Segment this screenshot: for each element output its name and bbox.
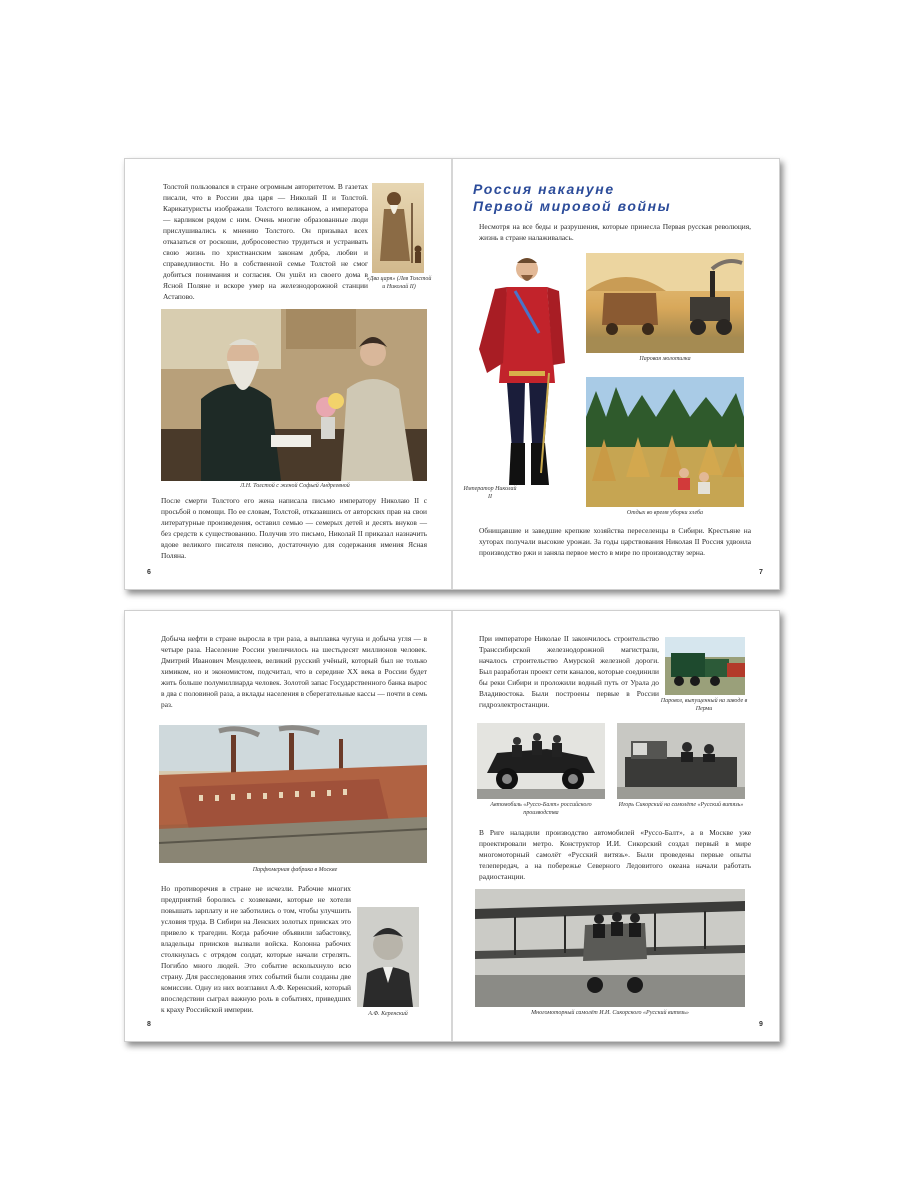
- harvest-caption: Отдых во время уборки хлеба: [626, 510, 704, 516]
- page-number: 6: [147, 569, 151, 576]
- transsib-paragraph: При императоре Николае II закончилось строительство Транссибирской железнодорожной магистрали, началось строительство Амурской железной дороги. Был разработан проект сети каналов, которые соединили бы реки Сибири и проложили водный путь от Урала до Владивостока. Были построены первые в России гидроэлектростанции.: [479, 634, 659, 709]
- book-spread-bottom: [124, 610, 780, 1042]
- steam-thresher-image: [586, 253, 744, 353]
- siberia-paragraph: Обнищавшие и заведшие крепкие хозяйства переселенцы в Сибири. Крестьяне на хуторах получали высокие урожаи. За годы царствования Николая II Россия удвоила производство ржи и заняла первое место в мире по производству зерна.: [479, 526, 751, 557]
- emperor-caption: Император Николай II: [463, 486, 517, 500]
- page-gutter: [451, 159, 453, 589]
- kerensky-photo: [357, 907, 419, 1007]
- tolstoy-with-wife-photo: [161, 309, 427, 481]
- emperor-nicholas-image: [469, 253, 573, 495]
- russo-balt-paragraph: В Риге наладили производство автомобилей «Руссо-Балт», а в Москве уже проектировали метро. Конструктор И.И. Сикорский создал первый в мире многомоторный самолёт «Русский витязь». Были проведены первые опыты телепередач, а на побережье Северного Ледовитого океана начали работать радиостанции.: [479, 828, 751, 881]
- caricature-image: [372, 183, 424, 273]
- plane-caption: Многомоторный самолёт И.И. Сикорского «Русский витязь»: [531, 1010, 689, 1016]
- sikorsky-cockpit-photo: [617, 723, 745, 799]
- lena-paragraph: Но противоречия в стране не исчезли. Рабочие многих предприятий боролись с хозяевами, которые не хотели повышать зарплату и не заботились о том, чтобы улучшить условия труда. В Сибири на Ленских золотых приисках это привело к трагедии. Когда рабочие объявили забастовку, владельцы приисков вызвали войска. Колонна рабочих столкнулась с отрядом солдат, которые начали стрелять. Погибло много людей. Это событие всколыхнуло всю страну. Для расследования этих событий были созданы две комиссии. Одну из них возглавил А.Ф. Керенский, который впоследствии сыграл важную роль в событиях, приведших к краху Российской империи.: [161, 884, 351, 1014]
- page-number: 9: [759, 1021, 763, 1028]
- caricature-caption: «Два царя» (Лев Толстой и Николай II): [366, 276, 432, 290]
- tolstoy-widow-paragraph: После смерти Толстого его жена написала письмо императору Николаю II с просьбой о помощи. По ее словам, Толстой, отказавшись от авторских прав на свои литературные произведения, оставил семью — семерых детей и десять внуков — без средств к существованию. Получив это письмо, Николай II приказал назначить вдове великого писателя пенсию, достаточную для содержания имения Ясная Поляна.: [161, 496, 427, 560]
- russo-balt-car-photo: [477, 723, 605, 799]
- section-heading: [473, 181, 671, 215]
- perfume-factory-image: [159, 725, 427, 863]
- page-gutter: [451, 611, 453, 1041]
- sikorsky-caption: Игорь Сикорский на самолёте «Русский витязь»: [618, 802, 744, 808]
- factory-caption: Парфюмерная фабрика в Москве: [252, 867, 338, 873]
- thresher-caption: Паровая молотилка: [639, 356, 691, 362]
- heading-line-2: Первой мировой войны: [473, 198, 672, 214]
- russky-vityaz-plane-photo: [475, 889, 745, 1007]
- tolstoy-photo-caption: Л.Н. Толстой с женой Софьей Андреевной: [240, 483, 350, 489]
- tolstoy-paragraph: Толстой пользовался в стране огромным авторитетом. В газетах писали, что в России два царя — Николай II и Толстой. Карикатуристы изображали Толстого великаном, а императора — карликом рядом с ним. Очень многие образованные люди прислушивались к мнению Толстого. Он призывал всех отказаться от роскоши, добросовестно трудиться и устраивать свою жизнь по христианским законам добра, любви и справедливости. Но в собственной семье Толстой не смог добиться понимания и согласия. Он ушёл из своего дома в Ясной Поляне и вскоре умер на железнодорожной станции Астапово.: [163, 182, 368, 301]
- car-caption: Автомобиль «Руссо-Балт» российского производства: [490, 802, 592, 816]
- locomotive-caption: Паровоз, выпущенный на заводе в Перми: [660, 698, 748, 712]
- economy-paragraph: Добыча нефти в стране выросла в три раза, а выплавка чугуна и добыча угля — в четыре раза. Население России увеличилось на шестьдесят миллионов человек. Дмитрий Иванович Менделеев, великий русский учёный, который был не только химиком, но и экономистом, подсчитал, что в середине XX века в России будет жить больше полумиллиарда человек. Золотой запас Государственного банка вырос в два с половиной раза, а вклады населения в сберегательные кассы — почти в семь раз.: [161, 634, 427, 709]
- book-spread-top: [124, 158, 780, 590]
- kerensky-caption: А.Ф. Керенский: [368, 1011, 408, 1017]
- page-number: 7: [759, 569, 763, 576]
- page-number: 8: [147, 1021, 151, 1028]
- harvest-rest-image: [586, 377, 744, 507]
- heading-line-1: Россия накануне: [473, 181, 615, 197]
- intro-paragraph: Несмотря на все беды и разрушения, которые принесла Первая русская революция, жизнь в стране налаживалась.: [479, 222, 751, 242]
- locomotive-image: [665, 637, 745, 695]
